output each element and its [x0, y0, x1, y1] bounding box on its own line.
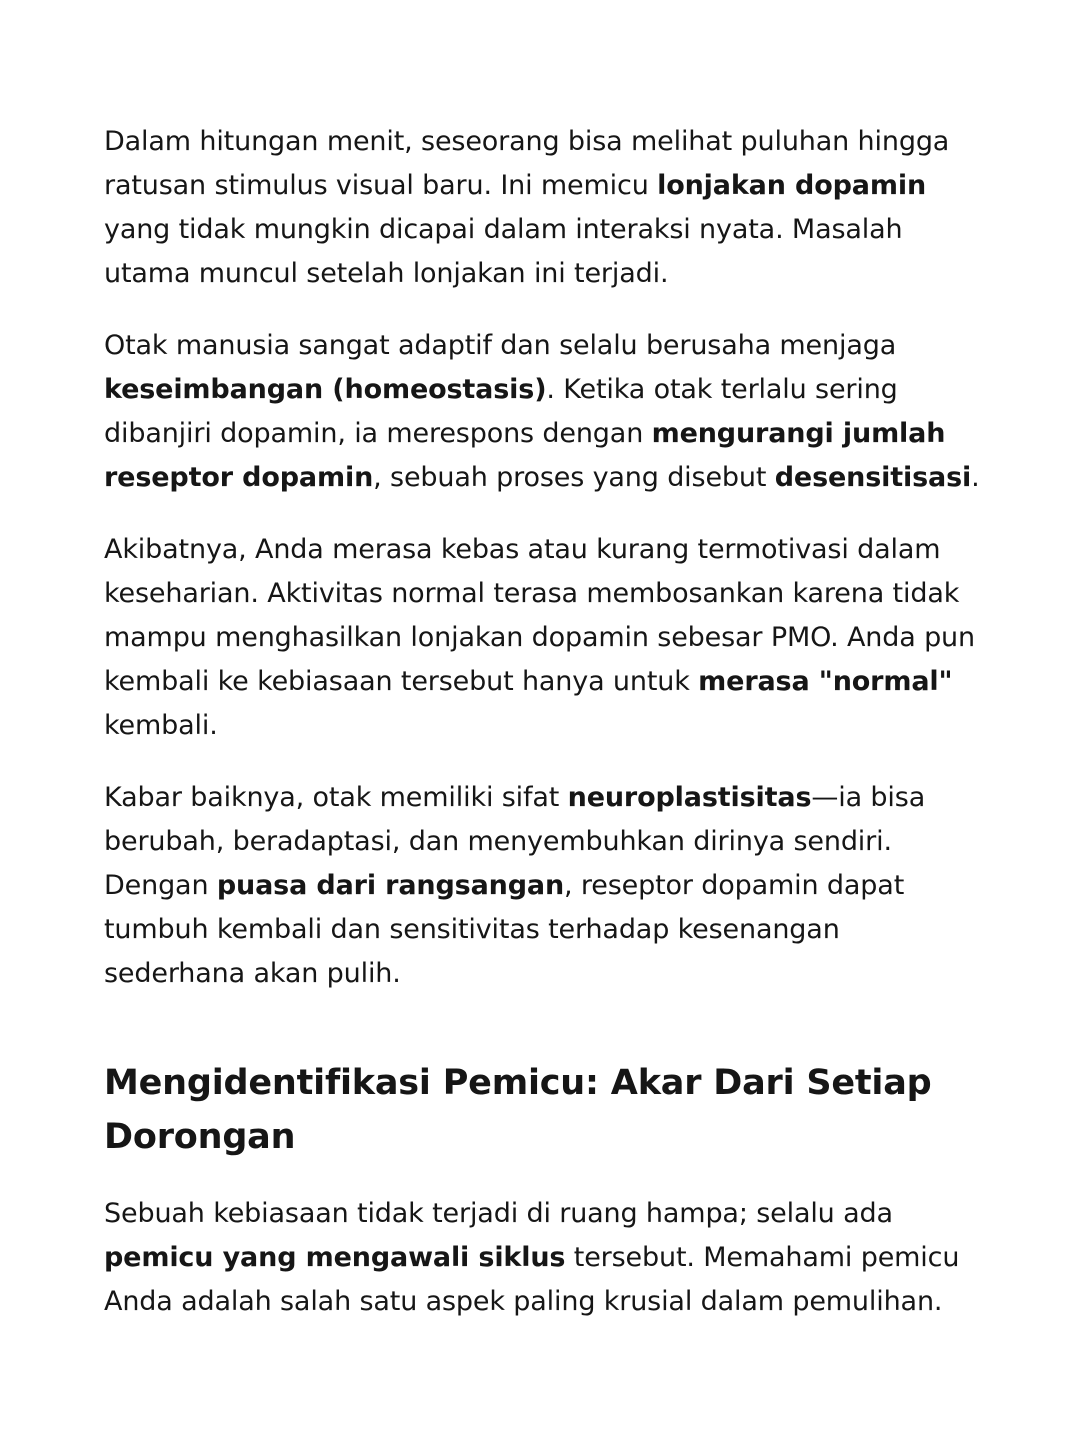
paragraph-neuroplasticity	[104, 776, 984, 996]
text-segment: Dalam hitungan menit, seseorang bisa melihat puluhan hingga ratusan stimulus visual baru. Ini memicu	[104, 126, 950, 201]
text-segment: Sebuah kebiasaan tidak terjadi di ruang hampa; selalu ada	[104, 1198, 893, 1229]
bold-text: desensitisasi	[774, 462, 972, 493]
bold-text: pemicu yang mengawali siklus	[104, 1242, 566, 1273]
paragraph-consequence	[104, 528, 984, 748]
bold-text: neuroplastisitas	[567, 782, 812, 813]
paragraph-dopamine-spike	[104, 120, 984, 296]
text-segment: . Ketika otak terlalu sering dibanjiri dopamin, ia merespons dengan	[104, 374, 898, 449]
text-segment: yang tidak mungkin dicapai dalam interaksi nyata. Masalah utama muncul setelah lonjakan ini terjadi.	[104, 214, 903, 289]
bold-text: keseimbangan (homeostasis)	[104, 374, 547, 405]
text-segment: Akibatnya, Anda merasa kebas atau kurang termotivasi dalam keseharian. Aktivitas normal terasa membosankan karena tidak mampu menghasilkan lonjakan dopamin sebesar PMO. Anda pun kembali ke kebiasaan tersebut hanya untuk	[104, 534, 975, 697]
paragraph-triggers	[104, 1192, 984, 1324]
text-segment: , sebuah proses yang disebut	[373, 462, 775, 493]
text-segment: Otak manusia sangat adaptif dan selalu berusaha menjaga	[104, 330, 897, 361]
paragraph-homeostasis	[104, 324, 984, 500]
bold-text: lonjakan dopamin	[657, 170, 927, 201]
text-segment: , reseptor dopamin dapat tumbuh kembali dan sensitivitas terhadap kesenangan sederhana akan pulih.	[104, 870, 905, 989]
section-heading: Mengidentifikasi Pemicu: Akar Dari Setiap Dorongan	[104, 1063, 932, 1157]
text-segment: kembali.	[104, 710, 218, 741]
bold-text: merasa "normal"	[698, 666, 953, 697]
article-body	[104, 120, 984, 1352]
bold-text: mengurangi jumlah reseptor dopamin	[104, 418, 946, 493]
text-segment: —ia bisa berubah, beradaptasi, dan menyembuhkan dirinya sendiri. Dengan	[104, 782, 926, 901]
text-segment: Kabar baiknya, otak memiliki sifat	[104, 782, 568, 813]
text-segment: .	[971, 462, 980, 493]
bold-text: puasa dari rangsangan	[216, 870, 565, 901]
text-segment: tersebut. Memahami pemicu Anda adalah salah satu aspek paling krusial dalam pemulihan.	[104, 1242, 960, 1317]
